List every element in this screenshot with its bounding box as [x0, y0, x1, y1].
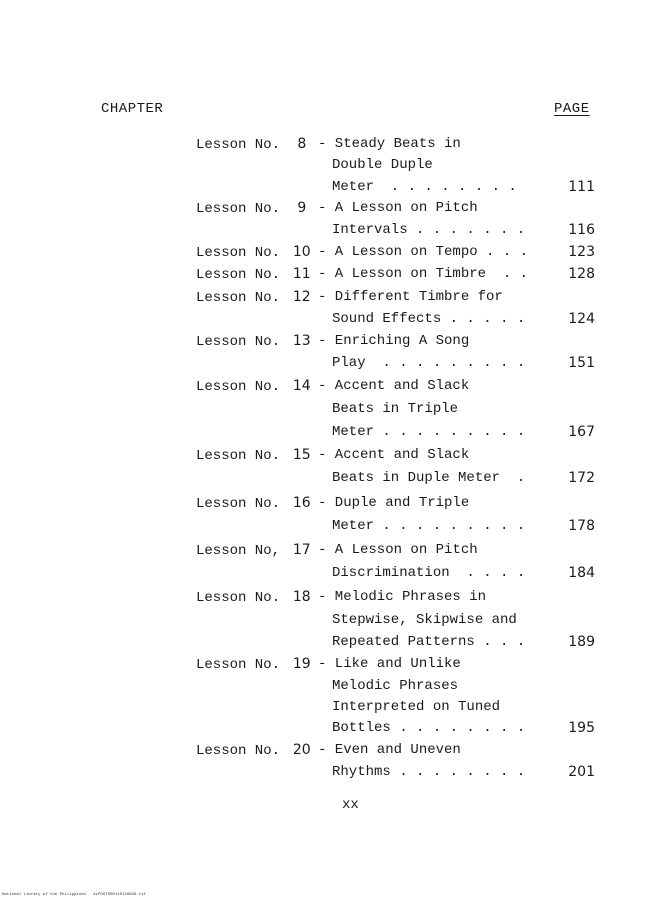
- lesson-title-line: - A Lesson on Pitch: [318, 542, 478, 558]
- lesson-prefix: Lesson No.: [196, 267, 289, 283]
- lesson-prefix: Lesson No.: [196, 448, 289, 464]
- lesson-title-line: Double Duple: [332, 157, 433, 173]
- lesson-title-line: Discrimination . . . .: [332, 565, 526, 581]
- lesson-title-line: - Duple and Triple: [318, 495, 470, 511]
- lesson-prefix: Lesson No.: [196, 137, 289, 153]
- lesson-title-line: - A Lesson on Pitch: [318, 200, 478, 216]
- lesson-label: [196, 378, 311, 395]
- lesson-title-line: - Enriching A Song: [318, 333, 470, 349]
- lesson-label: [196, 136, 306, 153]
- lesson-prefix: Lesson No.: [196, 743, 289, 759]
- lesson-label: [196, 589, 311, 606]
- page-ref: 123: [568, 244, 595, 260]
- lesson-label: [196, 742, 311, 759]
- page-ref: 151: [568, 355, 595, 371]
- lesson-title-line: - A Lesson on Timbre . .: [318, 266, 529, 282]
- lesson-number: 16: [288, 495, 311, 511]
- lesson-number: 19: [288, 656, 311, 672]
- lesson-label: [196, 333, 311, 350]
- lesson-title-line: - Even and Uneven: [318, 742, 461, 758]
- lesson-title-line: - Accent and Slack: [318, 447, 470, 463]
- page-ref: 195: [568, 720, 595, 736]
- lesson-number: 10: [288, 244, 311, 260]
- lesson-prefix: Lesson No.: [196, 201, 289, 217]
- lesson-title-line: Bottles . . . . . . . .: [332, 720, 526, 736]
- lesson-label: [196, 289, 311, 306]
- lesson-title-line: Melodic Phrases: [332, 678, 459, 694]
- lesson-title-line: - Melodic Phrases in: [318, 589, 487, 605]
- lesson-label: [196, 447, 311, 464]
- lesson-number: 20: [288, 742, 311, 758]
- page-ref: 124: [568, 311, 595, 327]
- lesson-title-line: - Steady Beats in: [318, 136, 461, 152]
- page-ref: 111: [568, 179, 595, 195]
- chapter-header: CHAPTER: [101, 101, 164, 117]
- lesson-label: [196, 656, 311, 673]
- lesson-prefix: Lesson No.: [196, 290, 289, 306]
- lesson-number: 8: [288, 136, 307, 152]
- lesson-title-line: - Like and Unlike: [318, 656, 461, 672]
- lesson-number: 15: [288, 447, 311, 463]
- lesson-label: [196, 200, 306, 217]
- lesson-prefix: Lesson No.: [196, 496, 289, 512]
- lesson-title-line: Sound Effects . . . . .: [332, 311, 526, 327]
- lesson-number: 18: [288, 589, 311, 605]
- page-ref: 167: [568, 424, 595, 440]
- page-number: xx: [342, 797, 359, 813]
- lesson-label: [196, 542, 311, 559]
- lesson-label: [196, 244, 311, 261]
- page-ref: 178: [568, 518, 595, 534]
- lesson-title-line: Repeated Patterns . . .: [332, 634, 526, 650]
- lesson-title-line: - Accent and Slack: [318, 378, 470, 394]
- lesson-title-line: Interpreted on Tuned: [332, 699, 501, 715]
- page-ref: 128: [568, 266, 595, 282]
- lesson-prefix: Lesson No,: [196, 543, 289, 559]
- lesson-title-line: - Different Timbre for: [318, 289, 503, 305]
- lesson-title-line: Intervals . . . . . . .: [332, 222, 526, 238]
- scan-credit: National Library of the Philippines ALPOST0S0110I40828.tif: [2, 893, 147, 897]
- lesson-title-line: Meter . . . . . . . .: [332, 179, 517, 195]
- page-ref: 184: [568, 565, 595, 581]
- lesson-title-line: Play . . . . . . . . .: [332, 355, 526, 371]
- page-ref: 201: [568, 764, 595, 780]
- lesson-title-line: Meter . . . . . . . . .: [332, 424, 526, 440]
- lesson-title-line: Rhythms . . . . . . . .: [332, 764, 526, 780]
- lesson-prefix: Lesson No.: [196, 245, 289, 261]
- lesson-number: 14: [288, 378, 311, 394]
- lesson-number: 11: [288, 266, 311, 282]
- lesson-prefix: Lesson No.: [196, 334, 289, 350]
- lesson-title-line: - A Lesson on Tempo . . .: [318, 244, 529, 260]
- lesson-title-line: Meter . . . . . . . . .: [332, 518, 526, 534]
- lesson-number: 12: [288, 289, 311, 305]
- lesson-number: 9: [288, 200, 307, 216]
- lesson-prefix: Lesson No.: [196, 590, 289, 606]
- lesson-title-line: Beats in Duple Meter .: [332, 470, 526, 486]
- page-ref: 116: [568, 222, 595, 238]
- lesson-number: 13: [288, 333, 311, 349]
- page-header: PAGE: [554, 101, 590, 117]
- page-ref: 172: [568, 470, 595, 486]
- page-ref: 189: [568, 634, 595, 650]
- lesson-title-line: Beats in Triple: [332, 401, 459, 417]
- lesson-prefix: Lesson No.: [196, 657, 289, 673]
- lesson-label: [196, 495, 311, 512]
- lesson-prefix: Lesson No.: [196, 379, 289, 395]
- lesson-label: [196, 266, 311, 283]
- lesson-number: 17: [288, 542, 311, 558]
- lesson-title-line: Stepwise, Skipwise and: [332, 612, 517, 628]
